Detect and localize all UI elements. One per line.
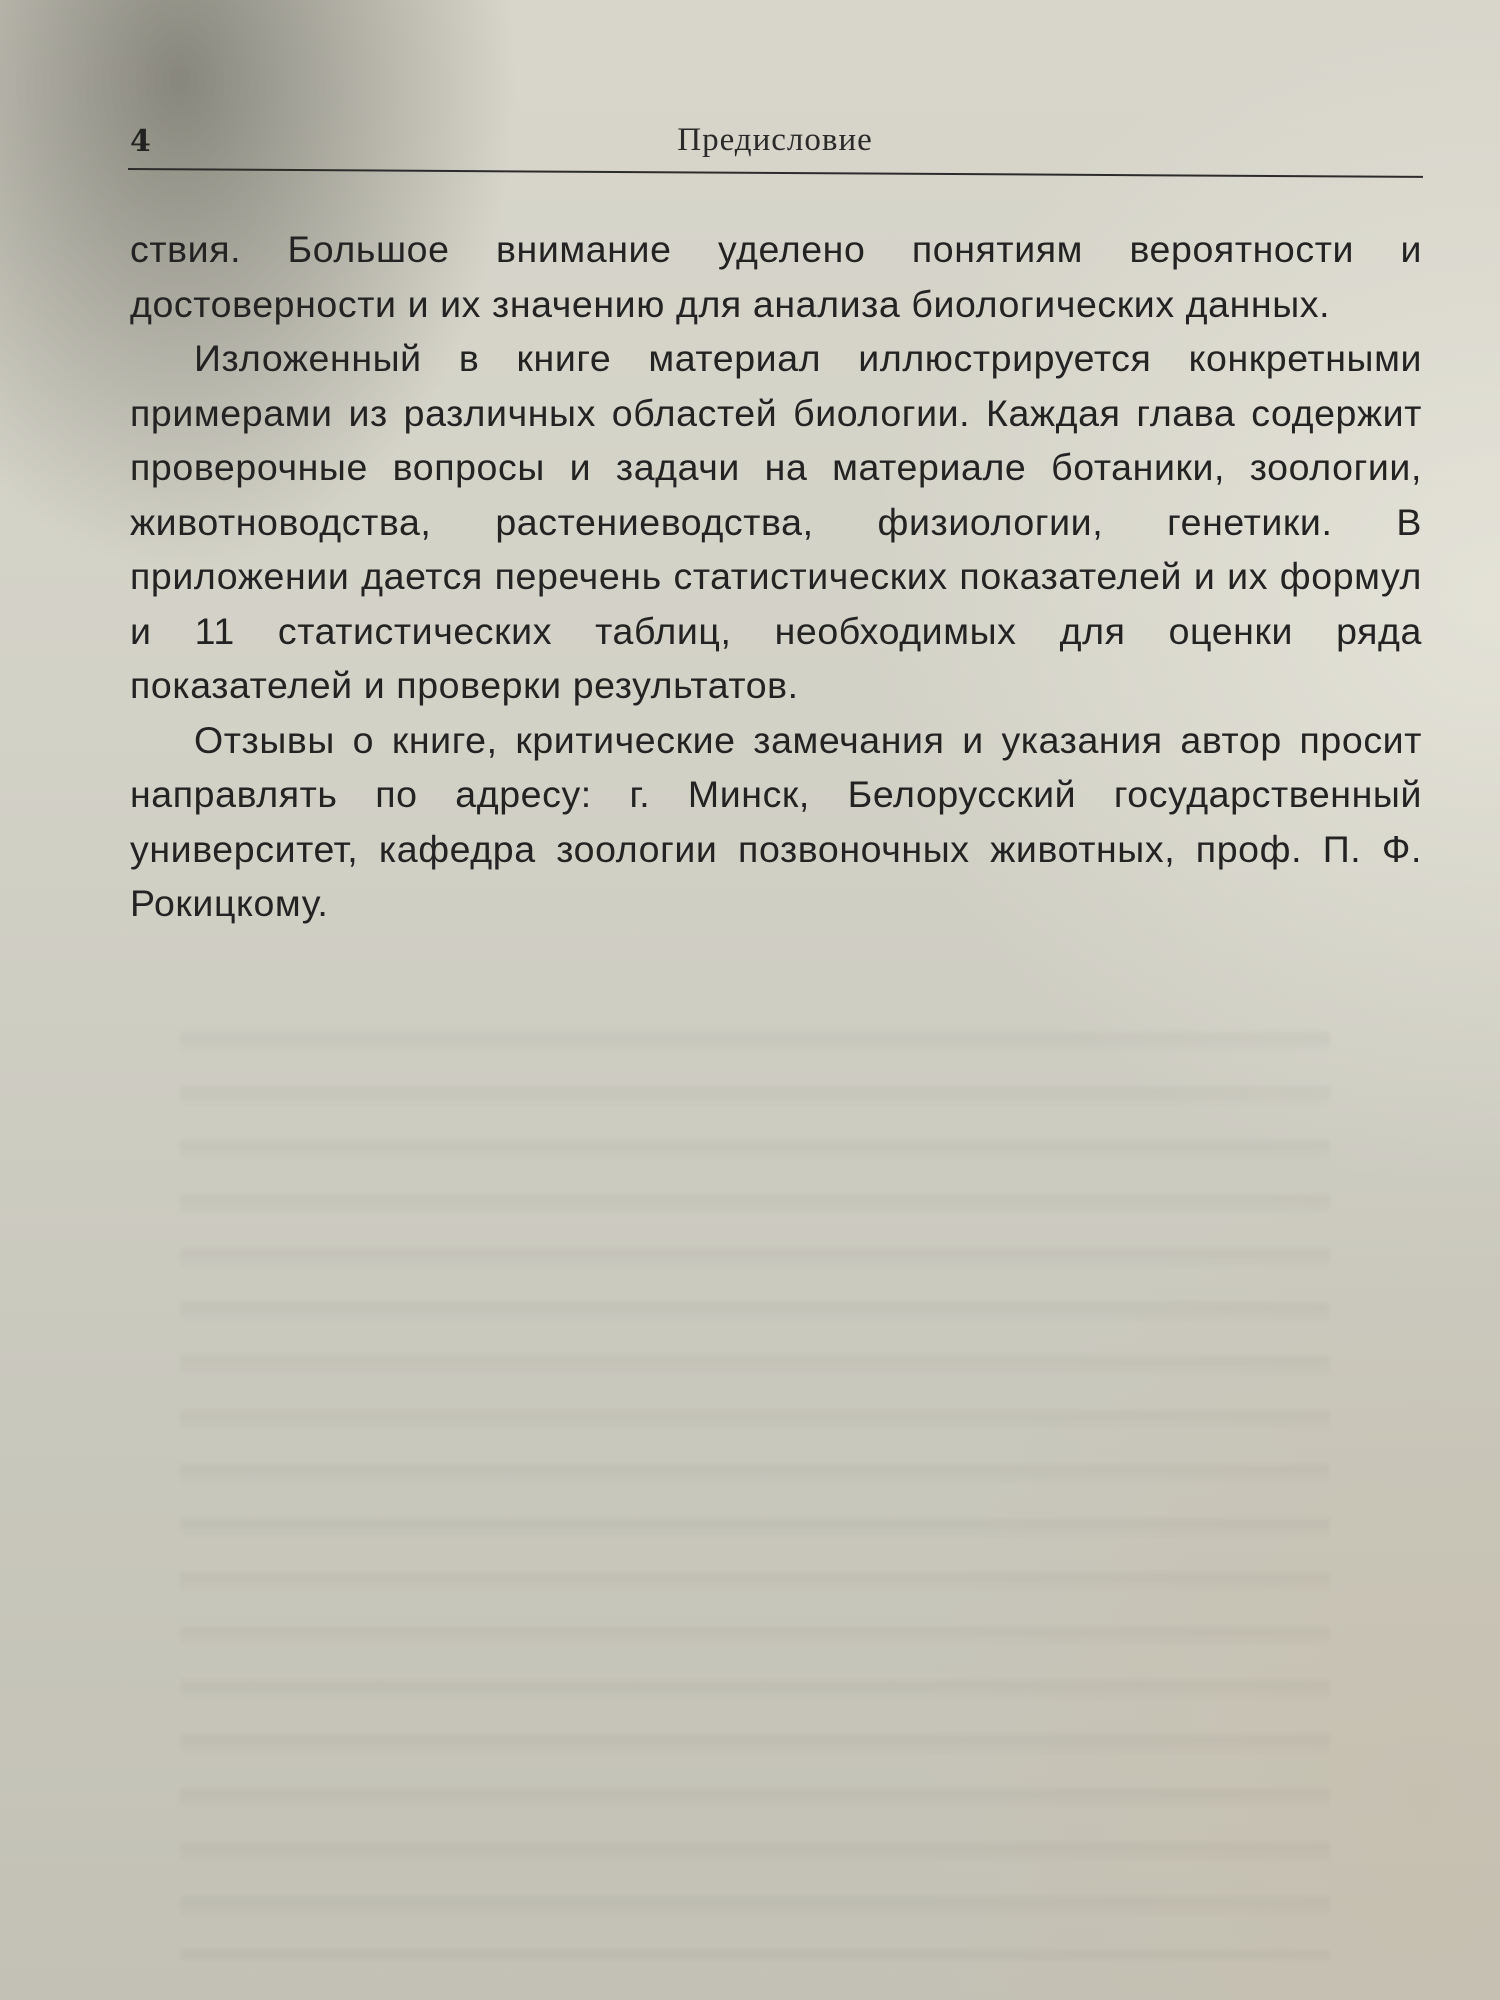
body-text bbox=[130, 222, 1422, 931]
paragraph-feedback: Отзывы о книге, критические замечания и указания автор просит направлять по адресу: г. Минск, Белорусский государственный университет, кафедра зоологии позвоночных животных, проф. П. Ф. Рокицкому. bbox=[130, 718, 1422, 924]
running-head: Предисловие bbox=[677, 122, 873, 158]
show-through-text bbox=[180, 1000, 1330, 1960]
paragraph-continuation: ствия. Большое внимание уделено понятиям вероятности и достоверности и их значению для анализа биологических данных. bbox=[130, 228, 1422, 325]
page-header bbox=[130, 118, 1420, 164]
header-rule bbox=[128, 168, 1423, 178]
page-number: 4 bbox=[130, 124, 151, 159]
paragraph-material: Изложенный в книге материал иллюстрируется конкретными примерами из различных областей биологии. Каждая глава содержит проверочные вопросы и задачи на материале ботаники, зоологии, животноводства, растениеводства, физиологии, генетики. В приложении дается перечень статистических показателей и их формул и 11 статистических таблиц, необходимых для оценки ряда показателей и проверки результатов. bbox=[130, 337, 1422, 706]
